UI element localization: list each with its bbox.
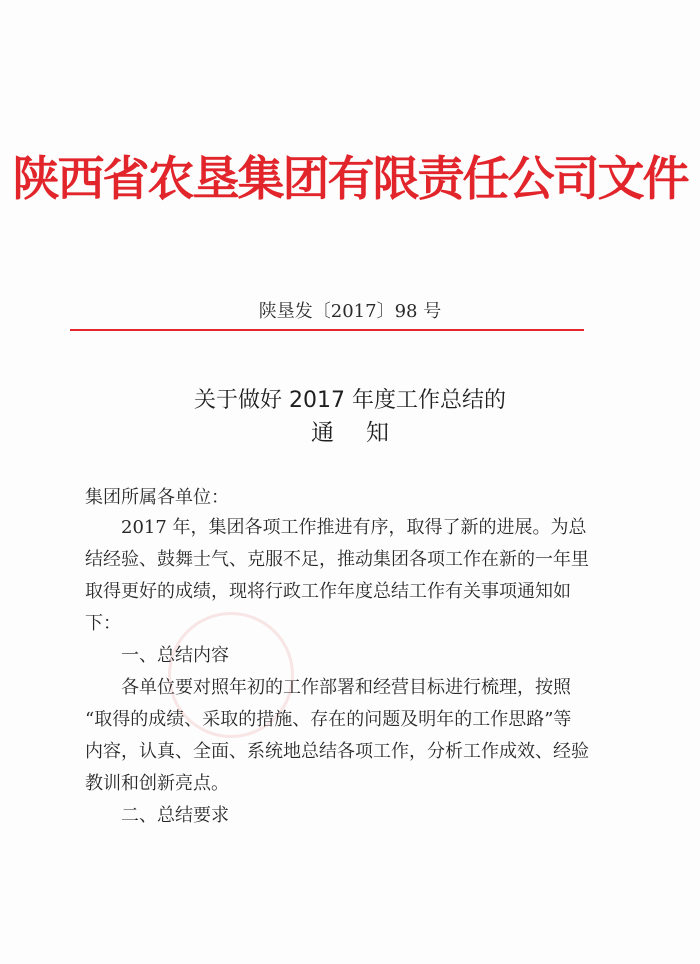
paragraph-2-line-4: 教训和创新亮点。 [85,773,229,794]
paragraph-1-line-1: 2017 年，集团各项工作推进有序，取得了新的进展。为总 [85,517,587,538]
notice-title-line1: 关于做好 2017 年度工作总结的 [194,388,506,413]
paragraph-1-line-3: 取得更好的成绩，现将行政工作年度总结工作有关事项通知如 [85,581,571,602]
paragraph-2-line-3: 内容，认真、全面、系统地总结各项工作，分析工作成效、经验 [85,741,589,762]
paragraph-2-line-2: “取得的成绩、采取的措施、存在的问题及明年的工作思路”等 [85,709,572,730]
red-divider-line [70,329,584,331]
notice-title-line2: 通知 [311,420,421,446]
paragraph-1-line-4: 下： [85,613,121,634]
salutation: 集团所属各单位： [85,487,229,508]
section-1-heading: 一、总结内容 [85,645,229,666]
paragraph-1-line-2: 结经验、鼓舞士气、克服不足，推动集团各项工作在新的一年里 [85,549,589,570]
paragraph-2-line-1: 各单位要对照年初的工作部署和经营目标进行梳理，按照 [85,677,571,698]
issuer-header-title: 陕西省农垦集团有限责任公司文件 [12,152,688,207]
document-number: 陕垦发〔2017〕98 号 [258,301,442,322]
section-2-heading: 二、总结要求 [85,805,229,826]
